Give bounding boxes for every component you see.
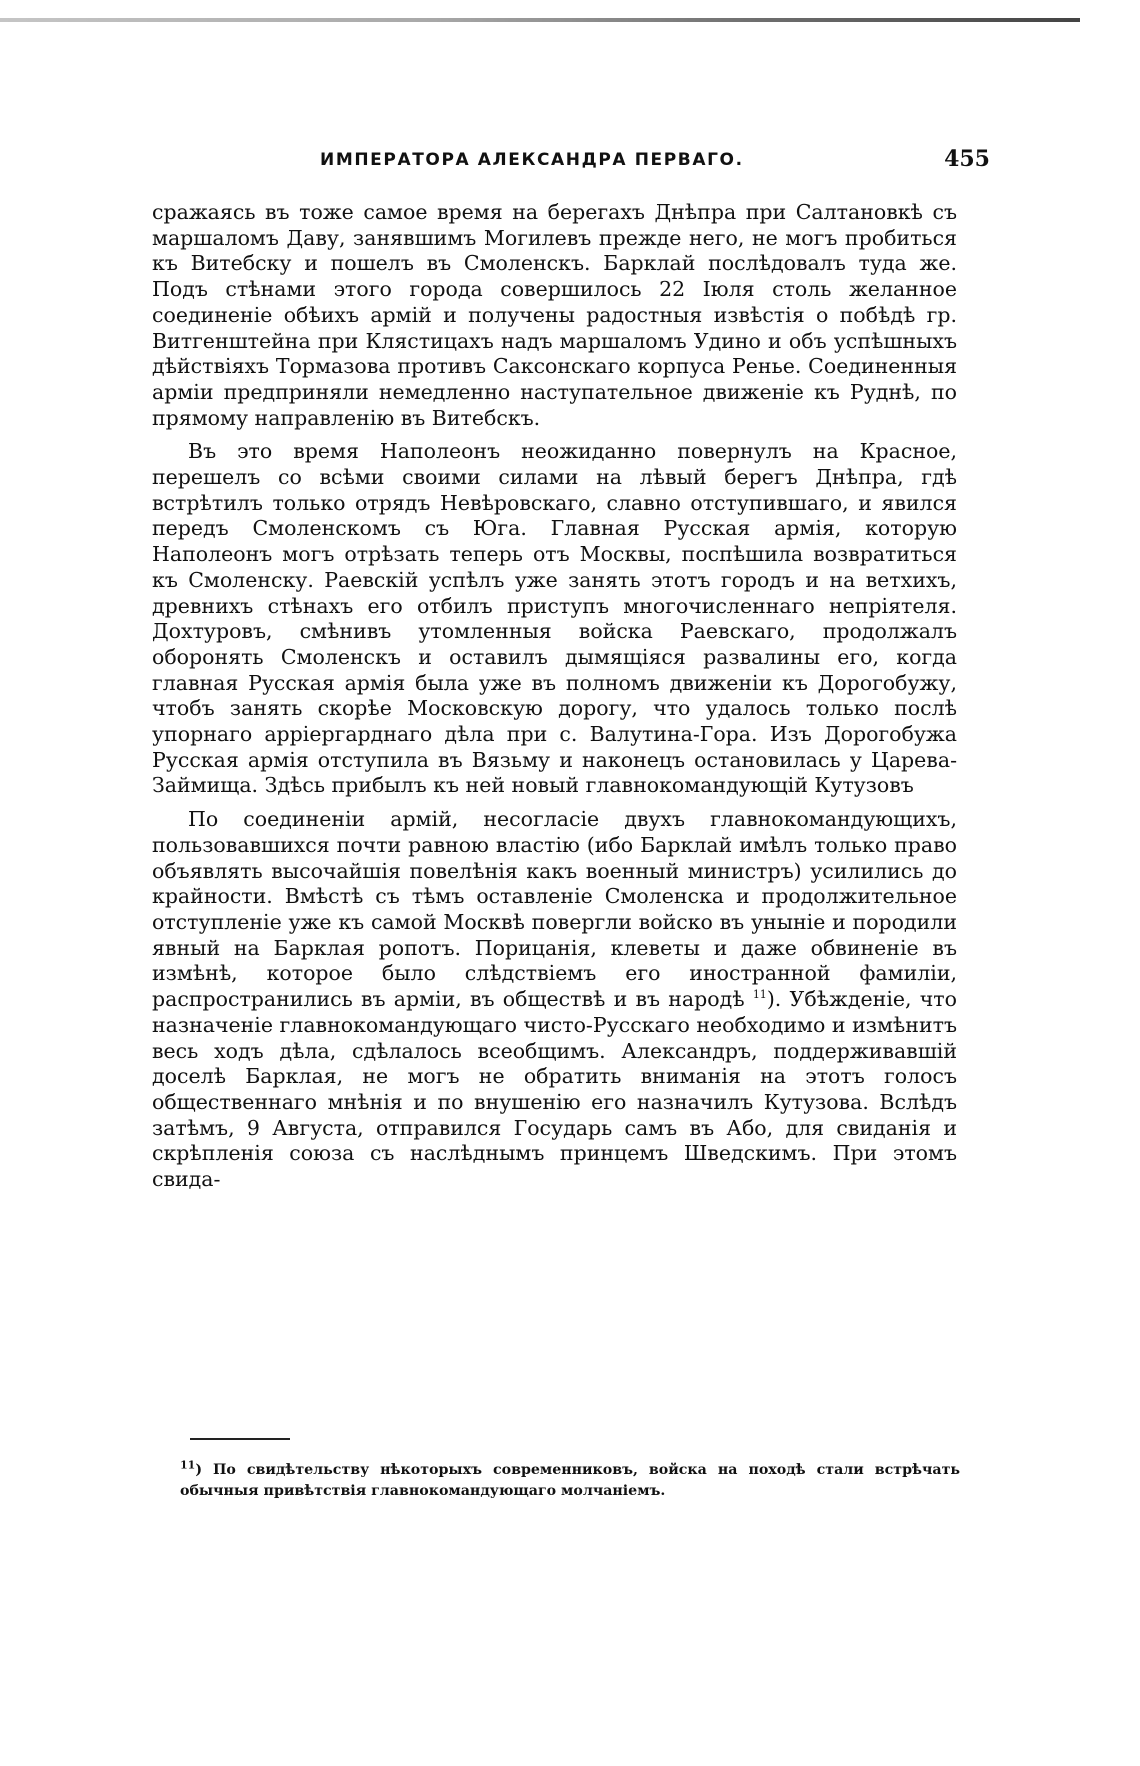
running-header [150, 146, 990, 180]
footnote-divider [190, 1438, 290, 1440]
running-title: ИМПЕРАТОРА АЛЕКСАНДРА ПЕРВАГО. [320, 150, 744, 170]
paragraph-napoleon: Въ это время Наполеонъ неожиданно повернулъ на Красное, перешелъ со всѣми своими силами на лѣвый берегъ Днѣпра, гдѣ встрѣтилъ только отрядъ Невѣровскаго, славно отступившаго, и явился передъ Смоленскомъ съ Юга. Главная Русская армія, которую Наполеонъ могъ отрѣзать теперь отъ Москвы, поспѣшила возвратиться къ Смоленску. Раевскій успѣлъ уже занять этотъ городъ и на ветхихъ, древнихъ стѣнахъ его отбилъ приступъ многочисленнаго непріятеля. Дохтуровъ, смѣнивъ утомленныя войска Раевскаго, продолжалъ оборонять Смоленскъ и оставилъ дымящіяся развалины его, когда главная Русская армія была уже въ полномъ движеніи къ Дорогобужу, чтобъ занять скорѣе Московскую дорогу, что удалось только послѣ упорнаго арріергарднаго дѣла при с. Валутина-Гора. Изъ Дорогобужа Русская армія отступила въ Вязьму и наконецъ остановилась у Царева-Займища. Здѣсь прибылъ къ ней новый главнокомандующій Кутузовъ [152, 439, 957, 798]
paragraph-discord-continuation: ). Убѣжденіе, что назначеніе главнокомандующаго чисто-Русскаго необходимо и измѣнитъ весь ходъ дѣла, сдѣлалось всеобщимъ. Александръ, поддерживавшій доселѣ Барклая, не могъ не обратить вниманія на этотъ голосъ общественнаго мнѣнія и по внушенію его назначилъ Кутузова. Вслѣдъ затѣмъ, 9 Августа, отправился Государь самъ въ Або, для свиданія и скрѣпленія союза съ наслѣднымъ принцемъ Шведскимъ. При этомъ свида- [152, 987, 957, 1192]
paragraph-discord [152, 807, 957, 1193]
paragraph-continued: сражаясь въ тоже самое время на берегахъ Днѣпра при Салтановкѣ съ маршаломъ Даву, занявшимъ Могилевъ прежде него, не могъ пробиться къ Витебску и пошелъ въ Смоленскъ. Барклай послѣдовалъ туда же. Подъ стѣнами этого города совершилось 22 Іюля столь желанное соединеніе обѣихъ армій и получены радостныя извѣстія о побѣдѣ гр. Витгенштейна при Клястицахъ надъ маршаломъ Удино и объ успѣшныхъ дѣйствіяхъ Тормазова противъ Саксонскаго корпуса Ренье. Соединенныя арміи предприняли немедленно наступательное движеніе къ Руднѣ, по прямому направленію въ Витебскъ. [152, 200, 957, 430]
footnote-marker: 11 [180, 1458, 196, 1472]
footnote-text: ) По свидѣтельству нѣкоторыхъ современниковъ, войска на походѣ стали встрѣчать обычныя привѣтствія главнокомандующаго молчаніемъ. [180, 1462, 960, 1499]
footnote [180, 1460, 960, 1502]
top-scan-rule [0, 18, 1080, 22]
body-text [152, 200, 957, 1193]
page-number: 455 [944, 146, 990, 172]
footnote-reference: 11 [752, 988, 767, 1002]
paragraph-discord-text: По соединеніи армій, несогласіе двухъ главнокомандующихъ, пользовавшихся почти равною властію (ибо Барклай имѣлъ только право объявлять высочайшія повелѣнія какъ военный министръ) усилились до крайности. Вмѣстѣ съ тѣмъ оставленіе Смоленска и продолжительное отступленіе уже къ самой Москвѣ повергли войско въ уныніе и породили явный на Барклая ропотъ. Порицанія, клеветы и даже обвиненіе въ измѣнѣ, которое было слѣдствіемъ его иностранной фамиліи, распространились въ арміи, въ обществѣ и въ народѣ [152, 807, 957, 1012]
